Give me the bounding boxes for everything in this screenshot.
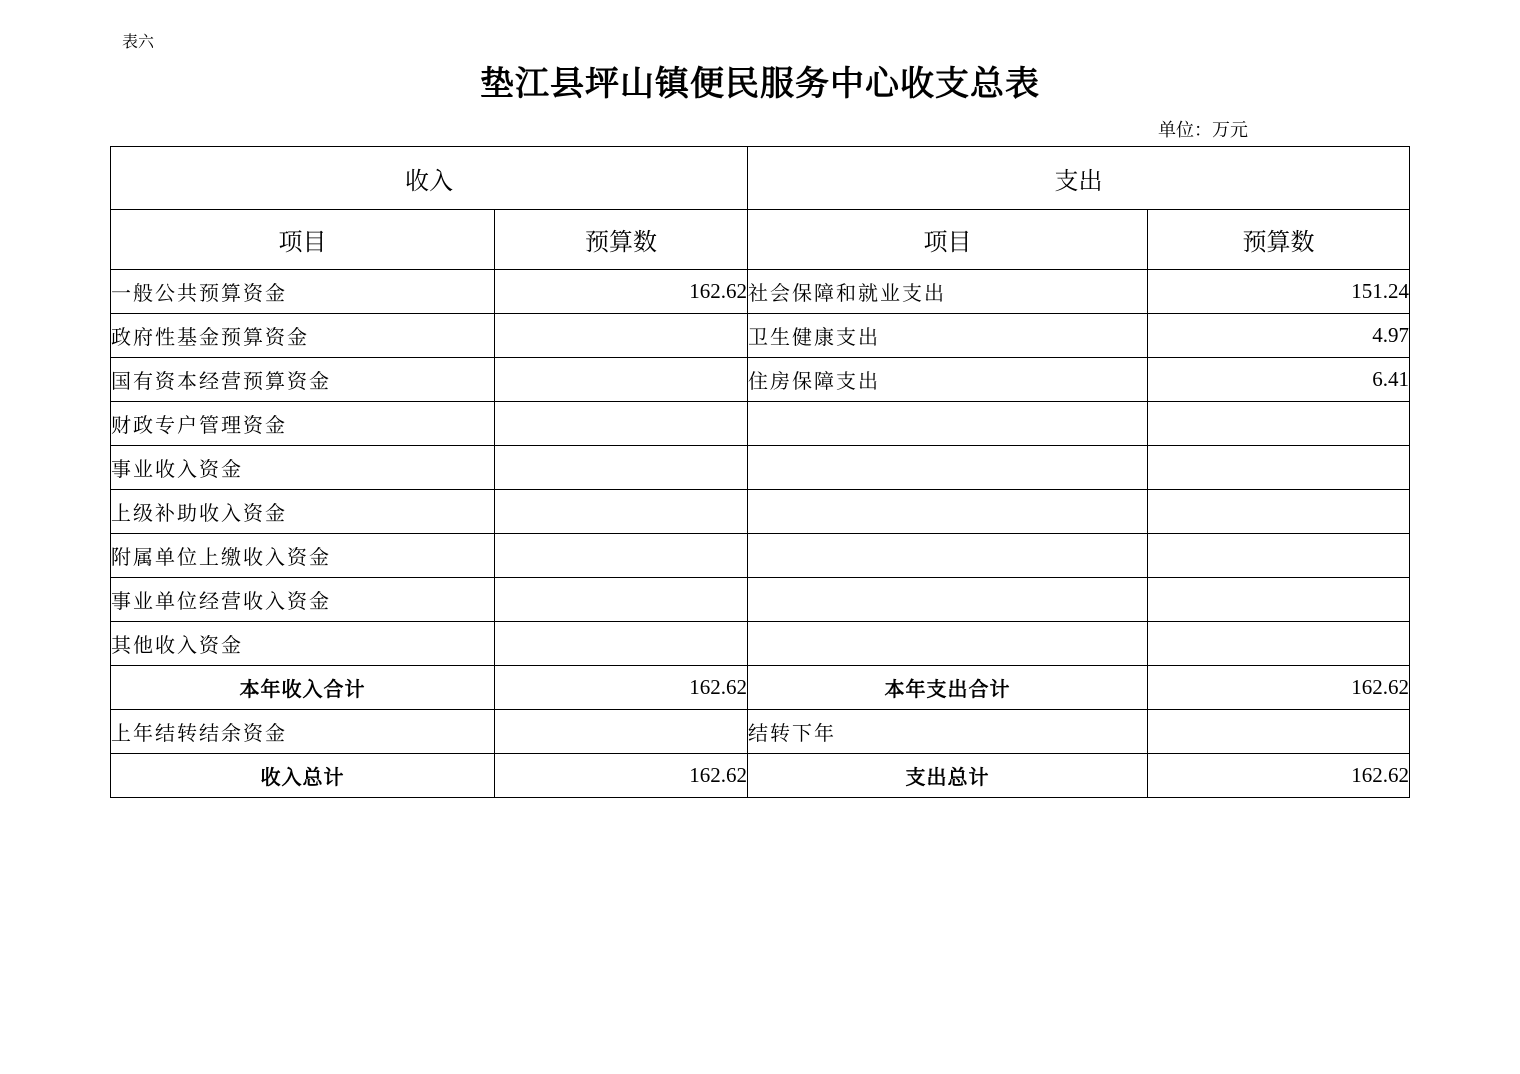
table-row <box>111 402 1410 446</box>
income-budget-cell <box>495 578 748 622</box>
page-title: 垫江县坪山镇便民服务中心收支总表 <box>480 64 1040 104</box>
income-budget-cell: 162.62 <box>495 270 748 314</box>
expense-budget-cell <box>1148 622 1410 666</box>
expense-budget-cell <box>1148 490 1410 534</box>
table-row <box>111 490 1410 534</box>
income-item-header: 项目 <box>111 210 495 270</box>
expense-item-cell <box>748 534 1148 578</box>
table-body <box>111 147 1410 798</box>
expense-item-cell <box>748 578 1148 622</box>
income-item-cell: 附属单位上缴收入资金 <box>111 534 495 578</box>
income-item-cell: 事业单位经营收入资金 <box>111 578 495 622</box>
income-item-cell: 一般公共预算资金 <box>111 270 495 314</box>
expense-item-cell <box>748 446 1148 490</box>
year-income-total-value: 162.62 <box>495 666 748 710</box>
grand-total-row <box>111 754 1410 798</box>
carryover-income-value <box>495 710 748 754</box>
expense-budget-cell <box>1148 402 1410 446</box>
income-budget-cell <box>495 314 748 358</box>
income-item-cell: 事业收入资金 <box>111 446 495 490</box>
expense-budget-cell: 4.97 <box>1148 314 1410 358</box>
expense-budget-header: 预算数 <box>1148 210 1410 270</box>
expense-item-cell: 卫生健康支出 <box>748 314 1148 358</box>
expense-budget-cell: 151.24 <box>1148 270 1410 314</box>
column-header-row <box>111 210 1410 270</box>
table-row <box>111 622 1410 666</box>
income-budget-cell <box>495 622 748 666</box>
income-budget-cell <box>495 534 748 578</box>
income-budget-header: 预算数 <box>495 210 748 270</box>
income-budget-cell <box>495 490 748 534</box>
carryover-expense-value <box>1148 710 1410 754</box>
table-row <box>111 314 1410 358</box>
income-item-cell: 政府性基金预算资金 <box>111 314 495 358</box>
grand-income-total-label: 收入总计 <box>111 754 495 798</box>
year-total-row <box>111 666 1410 710</box>
expense-budget-cell <box>1148 578 1410 622</box>
carryover-row <box>111 710 1410 754</box>
grand-income-total-value: 162.62 <box>495 754 748 798</box>
table-row <box>111 534 1410 578</box>
expense-item-cell: 住房保障支出 <box>748 358 1148 402</box>
expense-item-cell: 社会保障和就业支出 <box>748 270 1148 314</box>
carryover-expense-label: 结转下年 <box>748 710 1148 754</box>
table-row <box>111 446 1410 490</box>
section-header-row <box>111 147 1410 210</box>
year-income-total-label: 本年收入合计 <box>111 666 495 710</box>
expense-budget-cell <box>1148 534 1410 578</box>
expense-item-cell <box>748 622 1148 666</box>
expense-section-header: 支出 <box>748 147 1410 210</box>
expense-item-cell <box>748 490 1148 534</box>
income-expense-summary-table <box>110 146 1410 798</box>
unit-label: 单位：万元 <box>1158 120 1248 141</box>
table-row <box>111 578 1410 622</box>
expense-item-header: 项目 <box>748 210 1148 270</box>
income-budget-cell <box>495 402 748 446</box>
table-row <box>111 358 1410 402</box>
table-number: 表六 <box>122 32 155 51</box>
income-item-cell: 上级补助收入资金 <box>111 490 495 534</box>
expense-budget-cell: 6.41 <box>1148 358 1410 402</box>
income-budget-cell <box>495 446 748 490</box>
year-expense-total-label: 本年支出合计 <box>748 666 1148 710</box>
year-expense-total-value: 162.62 <box>1148 666 1410 710</box>
carryover-income-label: 上年结转结余资金 <box>111 710 495 754</box>
grand-expense-total-label: 支出总计 <box>748 754 1148 798</box>
expense-item-cell <box>748 402 1148 446</box>
grand-expense-total-value: 162.62 <box>1148 754 1410 798</box>
income-item-cell: 其他收入资金 <box>111 622 495 666</box>
income-budget-cell <box>495 358 748 402</box>
table-row <box>111 270 1410 314</box>
income-item-cell: 国有资本经营预算资金 <box>111 358 495 402</box>
income-item-cell: 财政专户管理资金 <box>111 402 495 446</box>
income-section-header: 收入 <box>111 147 748 210</box>
expense-budget-cell <box>1148 446 1410 490</box>
